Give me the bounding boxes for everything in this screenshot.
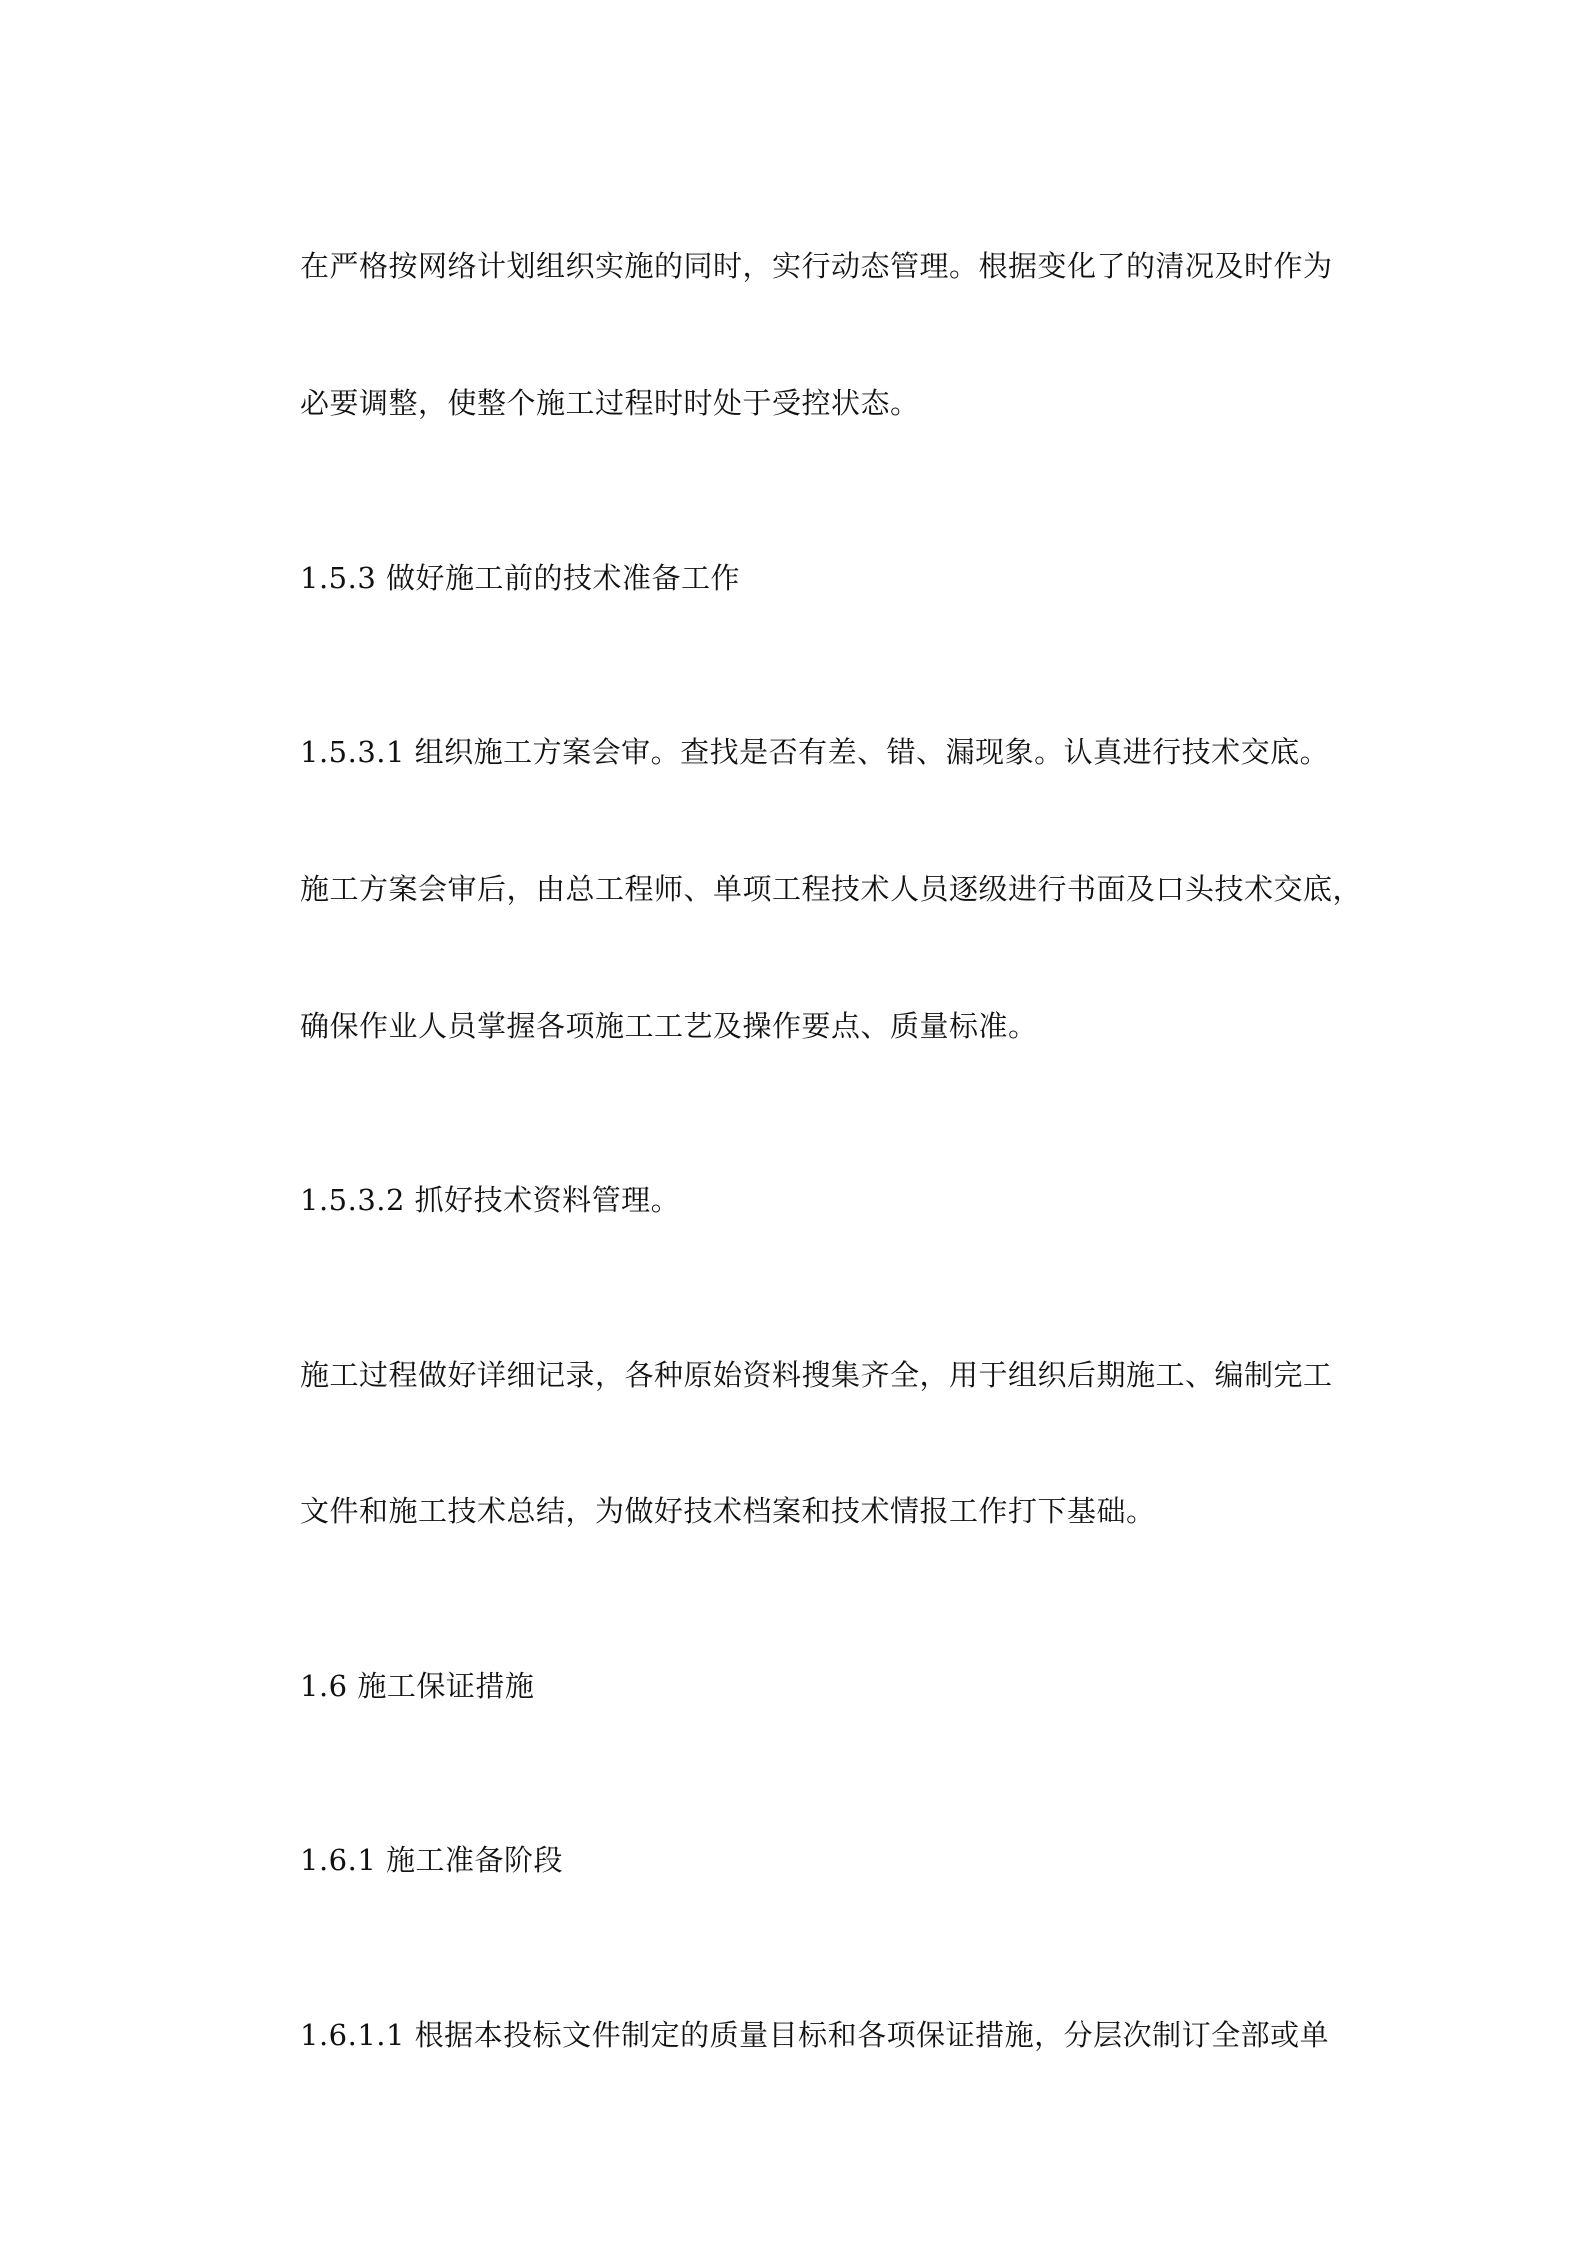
section-heading-1-6: 1.6 施工保证措施 [300,1669,535,1703]
paragraph-line-4: 施工方案会审后，由总工程师、单项工程技术人员逐级进行书面及口头技术交底， [300,872,1363,906]
paragraph-line-5: 确保作业人员掌握各项施工工艺及操作要点、质量标准。 [300,1009,1038,1043]
subsection-heading-1-5-3-2: 1.5.3.2 抓好技术资料管理。 [300,1183,681,1217]
paragraph-line-3: 1.5.3.1 组织施工方案会审。查找是否有差、错、漏现象。认真进行技术交底。 [300,735,1330,769]
paragraph-line-2: 必要调整，使整个施工过程时时处于受控状态。 [300,386,920,420]
paragraph-line-7: 文件和施工技术总结，为做好技术档案和技术情报工作打下基础。 [300,1494,1156,1528]
paragraph-line-8: 1.6.1.1 根据本投标文件制定的质量目标和各项保证措施，分层次制订全部或单 [300,2018,1330,2052]
paragraph-line-6: 施工过程做好详细记录，各种原始资料搜集齐全，用于组织后期施工、编制完工 [300,1358,1333,1392]
section-heading-1-5-3: 1.5.3 做好施工前的技术准备工作 [300,561,741,595]
section-heading-1-6-1: 1.6.1 施工准备阶段 [300,1843,564,1877]
paragraph-line-1: 在严格按网络计划组织实施的同时，实行动态管理。根据变化了的清况及时作为 [300,249,1333,283]
